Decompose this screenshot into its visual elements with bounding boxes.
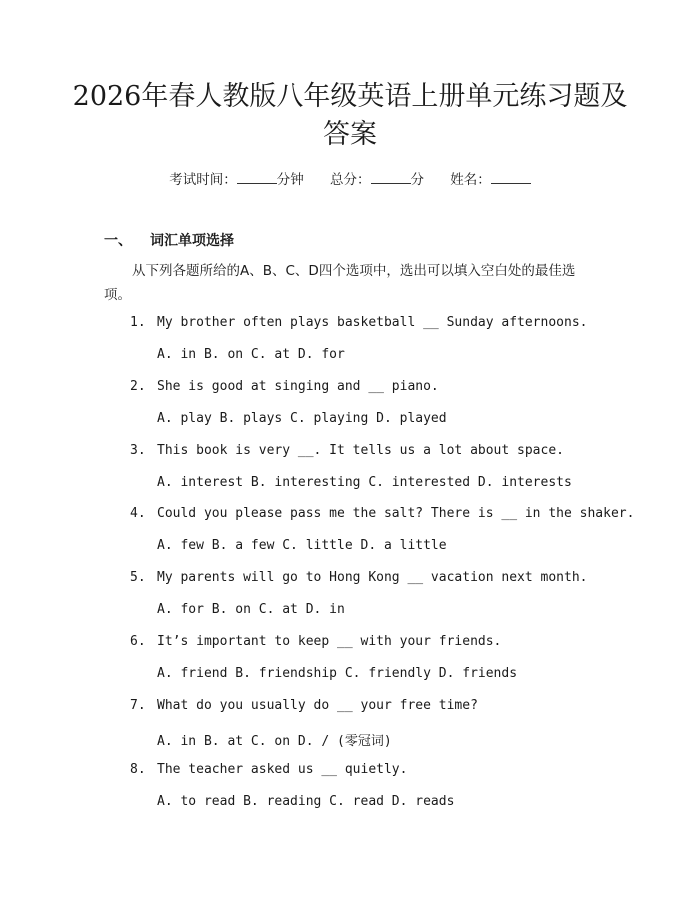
score-unit: 分 — [410, 172, 424, 188]
question-text: My parents will go to Hong Kong __ vacation next month. — [157, 570, 588, 586]
question-text: This book is very __. It tells us a lot about space. — [157, 442, 564, 458]
total-score — [330, 172, 424, 188]
question-text: Could you please pass me the salt? There is __ in the shaker. — [157, 506, 635, 522]
question-number: 1. — [130, 315, 146, 330]
question-item — [130, 634, 501, 649]
time-blank — [237, 171, 277, 184]
question-options: A. friend B. friendship C. friendly D. friends — [157, 666, 518, 681]
question-options: A. in B. on C. at D. for — [157, 347, 345, 362]
section-instructions: 从下列各题所给的A、B、C、D四个选项中，选出可以填入空白处的最佳选项。 — [104, 263, 576, 303]
exam-meta — [0, 168, 700, 188]
question-item — [130, 762, 407, 777]
question-number: 7. — [130, 697, 146, 713]
question-options: A. interest B. interesting C. interested D. interests — [157, 474, 572, 490]
question-item — [130, 698, 478, 713]
score-label: 总分： — [330, 172, 371, 188]
student-name — [450, 172, 531, 188]
question-item — [130, 315, 587, 330]
question-options: A. to read B. reading C. read D. reads — [157, 793, 455, 809]
question-options: A. play B. plays C. playing D. played — [157, 410, 447, 426]
name-label: 姓名： — [450, 172, 491, 188]
page-title: 2026年春人教版八年级英语上册单元练习题及答案 — [72, 81, 628, 150]
section-number: 一、 — [104, 233, 132, 249]
question-text: What do you usually do __ your free time? — [157, 697, 478, 713]
question-options: A. few B. a few C. little D. a little — [157, 538, 447, 554]
question-options: A. for B. on C. at D. in — [157, 602, 345, 618]
exam-time — [169, 172, 304, 188]
question-item — [130, 379, 439, 394]
time-unit: 分钟 — [276, 172, 304, 188]
question-text: The teacher asked us __ quietly. — [157, 761, 408, 777]
section-title: 词汇单项选择 — [150, 233, 234, 249]
name-blank — [491, 171, 531, 184]
question-text: It’s important to keep __ with your friends. — [157, 634, 502, 649]
question-item — [130, 570, 587, 585]
score-blank — [371, 171, 411, 184]
question-number: 5. — [130, 570, 146, 586]
time-label: 考试时间： — [169, 172, 237, 188]
question-number: 2. — [130, 378, 146, 394]
question-options: A. in B. at C. on D. / (零冠词) — [157, 733, 392, 749]
question-number: 3. — [130, 442, 146, 458]
question-item — [130, 506, 634, 521]
question-number: 6. — [130, 634, 146, 649]
section-heading — [104, 230, 234, 250]
question-item — [130, 443, 564, 458]
question-number: 8. — [130, 761, 146, 777]
question-number: 4. — [130, 506, 146, 522]
question-text: My brother often plays basketball __ Sunday afternoons. — [157, 315, 588, 330]
question-text: She is good at singing and __ piano. — [157, 378, 439, 394]
